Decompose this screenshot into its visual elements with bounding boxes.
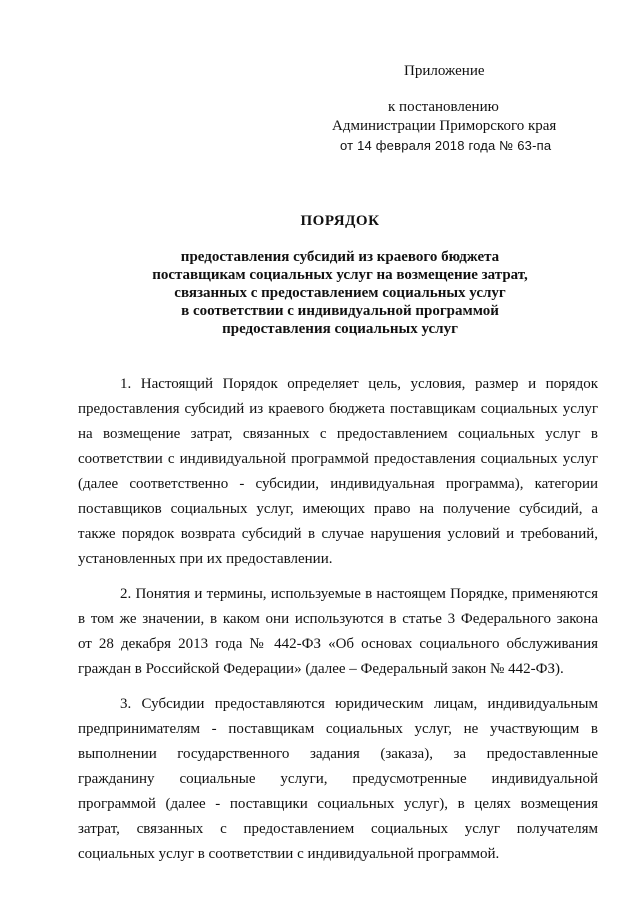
document-body [78,372,598,877]
text-line: предоставления субсидий из краевого бюджета поставщикам социальных услуг [78,401,598,417]
text-line: 1. Настоящий Порядок определяет цель, условия, размер и порядок [120,376,598,392]
subtitle-line: предоставления субсидий из краевого бюджета [180,249,500,265]
text-line: социальных услуг в соответствии с индивидуальной программой. [78,846,500,862]
text-line: (далее соответственно - субсидии, индивидуальная программа), категории [78,476,598,492]
text-line: также порядок возврата субсидий в случае нарушения условий и требований, [78,526,598,542]
paragraph-3 [78,692,598,867]
text-line: затрат, связанных с предоставлением социальных услуг получателям [78,821,598,837]
text-line: 2. Понятия и термины, используемые в настоящем Порядке, применяются [120,586,598,602]
text-line: программой (далее - поставщики социальных услуг), в целях возмещения [78,796,598,812]
paragraph-2 [78,582,598,682]
attachment-date-number: от 14 февраля 2018 года № 63-па [340,138,552,153]
text-line: соответствии с индивидуальной программой предоставления социальных услуг [78,451,598,467]
attachment-resolution-ref: к постановлению [388,99,499,115]
document-title: ПОРЯДОК [300,213,380,229]
text-line: от 28 декабря 2013 года № 442-ФЗ «Об основах социального обслуживания [78,636,598,652]
subtitle-line: предоставления социальных услуг [222,321,458,337]
attachment-authority: Администрации Приморского края [332,118,557,134]
text-line: 3. Субсидии предоставляются юридическим лицам, индивидуальным [120,696,598,712]
attachment-block [332,62,622,155]
paragraph-1 [78,372,598,572]
subtitle-line: поставщикам социальных услуг на возмещение затрат, [152,267,528,283]
text-line: гражданину социальные услуги, предусмотренные индивидуальной [78,771,598,787]
text-line: установленных при их предоставлении. [78,551,333,567]
text-line: поставщиков социальных услуг, имеющих право на получение субсидий, а [78,501,598,517]
text-line: предпринимателям - поставщикам социальных услуг, не участвующим в [78,721,598,737]
text-line: выполнении государственного задания (заказа), за предоставленные [78,746,598,762]
subtitle-line: в соответствии с индивидуальной программой [181,303,499,319]
text-line: на возмещение затрат, связанных с предоставлением социальных услуг в [78,426,598,442]
text-line: в том же значении, в каком они используются в статье 3 Федерального закона [78,611,598,627]
document-heading [70,212,610,338]
subtitle-line: связанных с предоставлением социальных услуг [174,285,506,301]
text-line: граждан в Российской Федерации» (далее – Федеральный закон № 442-ФЗ). [78,661,564,677]
attachment-label: Приложение [404,63,485,79]
